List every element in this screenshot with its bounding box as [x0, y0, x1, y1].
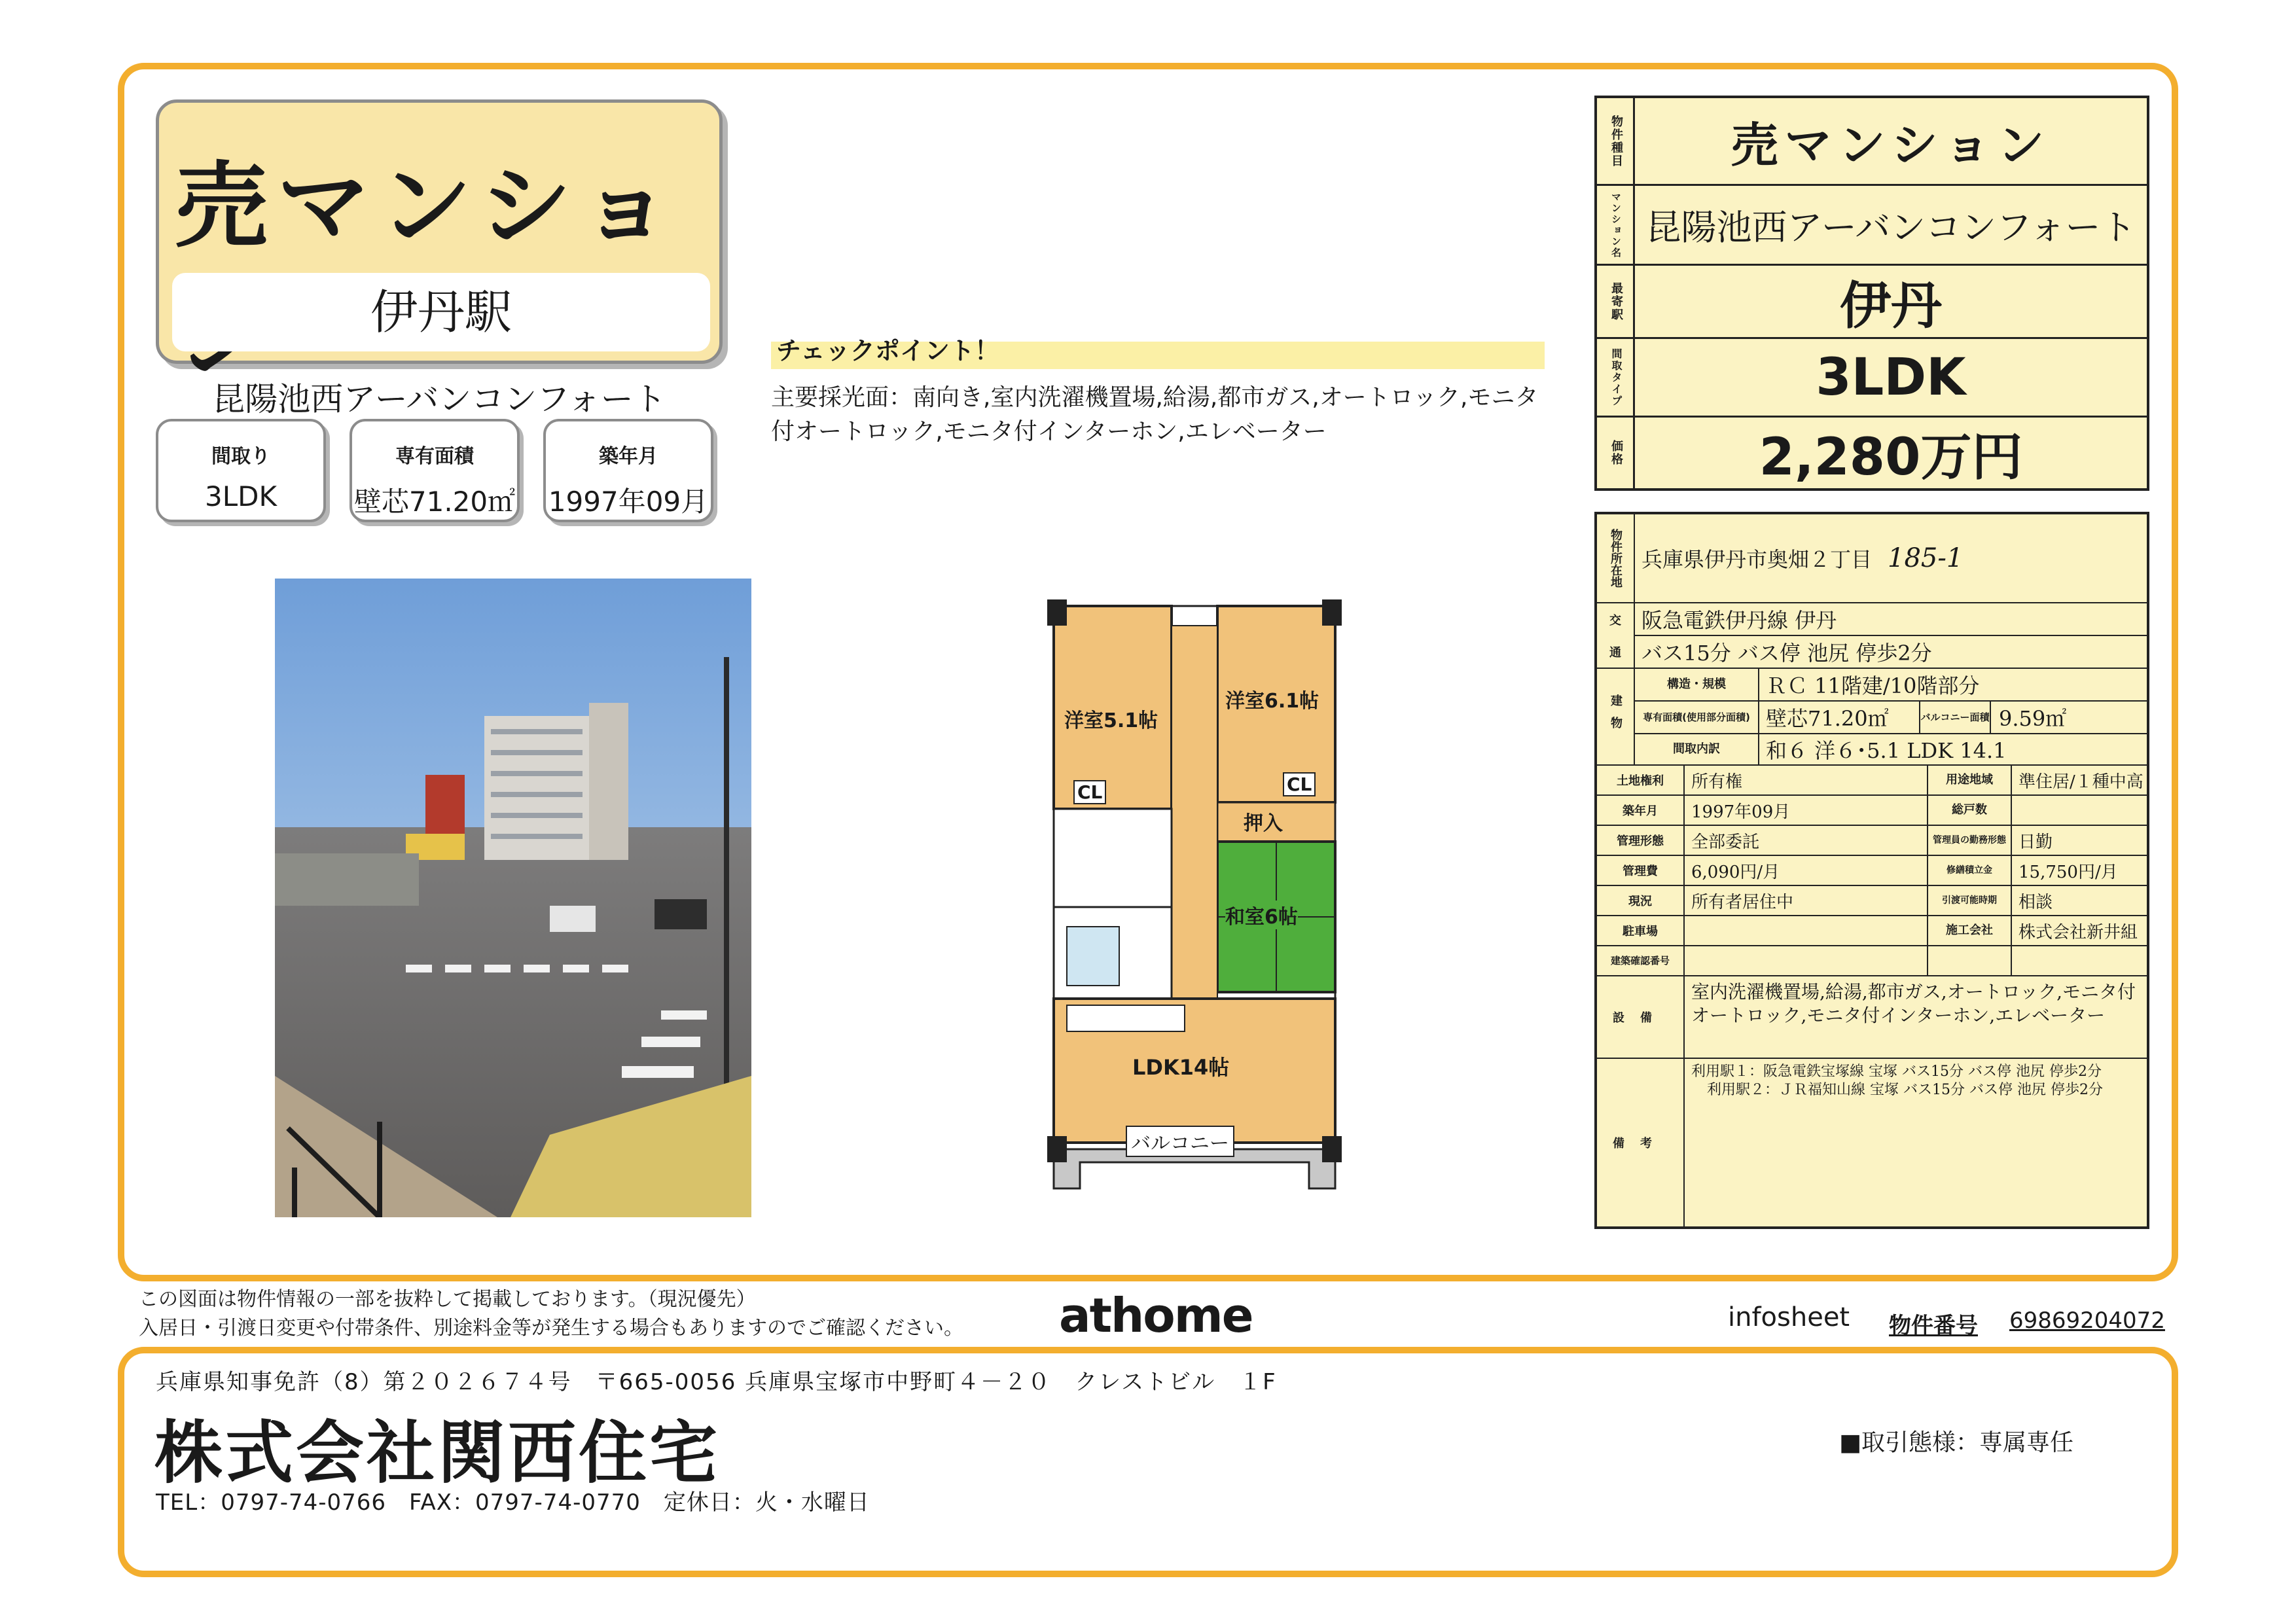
detail-head — [1597, 603, 1635, 668]
detail-grid-row — [1597, 856, 2147, 886]
grid-value: 全部委託 — [1691, 832, 1760, 852]
detail-row-remarks — [1597, 1059, 2147, 1226]
layout-value: 和６ 洋６･5.1 LDK 14.1 — [1766, 738, 2007, 763]
floor-plan — [1028, 586, 1355, 1208]
disclaimer — [139, 1285, 963, 1343]
detail-grid-row — [1597, 916, 2147, 946]
equipment-head: 設備 — [1597, 976, 1685, 1058]
station-label: 伊丹駅 — [172, 273, 710, 351]
detail-row-location — [1597, 514, 2147, 603]
checkpoint-text: 主要採光面：南向き,室内洗濯機置場,給湯,都市ガス,オートロック,モニタ付オートロック,モニタ付インターホン,エレベーター — [771, 384, 1539, 445]
grid-value: 所有者居住中 — [1691, 892, 1794, 912]
info-card-area — [350, 419, 520, 522]
property-name: 昆陽池西アーバンコンフォート — [212, 380, 666, 418]
structure-value: ＲＣ 11階建/10階部分 — [1766, 673, 1980, 698]
building-photo — [275, 579, 751, 1217]
grid-head: 修繕積立金 — [1927, 856, 2012, 885]
property-number-label: 物件番号 — [1889, 1313, 1978, 1339]
room-label-western-2: 洋室6.1帖 — [1225, 685, 1319, 713]
grid-head: 引渡可能時期 — [1927, 886, 2012, 915]
grid-value: 相談 — [2018, 892, 2053, 912]
layout-label: 間取内訳 — [1635, 734, 1759, 764]
grid-value: 所有権 — [1691, 772, 1743, 792]
property-type-title: 売マンショ — [175, 152, 681, 260]
structure-label: 構造・規模 — [1635, 669, 1759, 700]
grid-head: 建築確認番号 — [1597, 946, 1685, 975]
detail-grid-row — [1597, 826, 2147, 856]
info-card-layout — [156, 419, 326, 522]
info-card-built — [543, 419, 713, 522]
grid-value — [1685, 946, 1927, 975]
summary-value: 昆陽池西アーバンコンフォート — [1645, 207, 2136, 248]
grid-value: 6,090円/月 — [1691, 862, 1780, 882]
equipment-value: 室内洗濯機置場,給湯,都市ガス,オートロック,モニタ付オートロック,モニタ付インターホン,エレベーター — [1691, 981, 2136, 1026]
summary-value: 売マンション — [1731, 117, 2051, 173]
detail-grid-row — [1597, 766, 2147, 796]
remarks-line-2: 利用駅２：ＪＲ福知山線 宝塚 バス15分 バス停 池尻 停歩2分 — [1707, 1082, 2103, 1098]
info-card-value: 1997年09月 — [548, 486, 709, 518]
grid-head: 管理形態 — [1597, 826, 1685, 855]
room-label-closet: 押入 — [1244, 812, 1283, 835]
location-handwritten: 185-1 — [1888, 543, 1964, 573]
infosheet-label: infosheet — [1728, 1302, 1850, 1332]
property-number: 69869204072 — [2009, 1308, 2165, 1334]
detail-row-equipment — [1597, 976, 2147, 1059]
balcony-value: 9.59㎡ — [1999, 706, 2067, 731]
transport-head-1: 交 — [1609, 613, 1621, 628]
summary-value: 2,280万円 — [1759, 428, 2023, 487]
transport-line-2: バス15分 バス停 池尻 停歩2分 — [1641, 641, 1932, 666]
remarks-head: 備考 — [1597, 1059, 1685, 1226]
transaction-terms: ■取引態様：専属専任 — [1839, 1429, 2074, 1456]
remarks-value — [1691, 1063, 2143, 1099]
summary-head: 間取タイプ — [1597, 339, 1635, 416]
grid-head: 総戸数 — [1927, 796, 2012, 825]
detail-grid-row — [1597, 886, 2147, 916]
header-card — [156, 99, 723, 364]
contact-info: TEL：0797-74-0766 FAX：0797-74-0770 定休日：火・水曜日 — [156, 1489, 870, 1516]
grid-head: 管理費 — [1597, 856, 1685, 885]
grid-head: 現況 — [1597, 886, 1685, 915]
transport-head-2: 通 — [1609, 645, 1621, 660]
company-name: 株式会社関西住宅 — [154, 1413, 721, 1493]
room-label-cl-2: CL — [1283, 772, 1316, 796]
info-card-label: 間取り — [211, 445, 270, 468]
summary-row-type — [1597, 98, 2147, 186]
location-value — [1635, 514, 2147, 602]
grid-head: 駐車場 — [1597, 916, 1685, 945]
athome-logo: athome — [1059, 1288, 1253, 1343]
grid-value: 15,750円/月 — [2018, 862, 2118, 882]
info-card-label: 築年月 — [599, 445, 658, 468]
grid-head: 施工会社 — [1927, 916, 2012, 945]
detail-grid-row — [1597, 796, 2147, 826]
balcony-label: バルコニー面積 — [1919, 702, 1991, 733]
summary-head: 最寄駅 — [1597, 266, 1635, 337]
grid-value — [2012, 946, 2147, 975]
disclaimer-line-1: この図面は物件情報の一部を抜粋して掲載しております。（現況優先） — [139, 1288, 756, 1311]
grid-head: 築年月 — [1597, 796, 1685, 825]
grid-value: 日勤 — [2018, 832, 2053, 852]
disclaimer-line-2: 入居日・引渡日変更や付帯条件、別途料金等が発生する場合もありますのでご確認ください。 — [139, 1317, 963, 1340]
grid-value — [2012, 796, 2147, 825]
room-label-cl-1: CL — [1073, 780, 1106, 804]
detail-row-building — [1597, 669, 2147, 766]
room-label-balcony: バルコニー — [1126, 1126, 1234, 1157]
grid-head: 土地権利 — [1597, 766, 1685, 794]
grid-value: 株式会社新井組 — [2018, 922, 2138, 942]
location-text: 兵庫県伊丹市奥畑２丁目 — [1641, 547, 1873, 572]
info-card-value: 壁芯71.20㎡ — [353, 486, 516, 518]
transport-line-1: 阪急電鉄伊丹線 伊丹 — [1635, 603, 2147, 636]
summary-head: 価格 — [1597, 418, 1635, 488]
summary-row-layout — [1597, 339, 2147, 418]
summary-row-price — [1597, 418, 2147, 488]
grid-head: 管理員の勤務形態 — [1927, 826, 2012, 855]
grid-value: 準住居/１種中高 — [2018, 772, 2144, 792]
room-label-western-1: 洋室5.1帖 — [1064, 704, 1158, 733]
summary-value: 伊丹 — [1839, 276, 1942, 336]
summary-value: 3LDK — [1816, 348, 1966, 407]
summary-head: 物件種目 — [1597, 98, 1635, 184]
remarks-line-1: 利用駅１：阪急電鉄宝塚線 宝塚 バス15分 バス停 池尻 停歩2分 — [1691, 1063, 2102, 1080]
license-info: 兵庫県知事免許（8）第２０２６７４号 〒665-0056 兵庫県宝塚市中野町４－２０ クレストビル １F — [156, 1369, 1277, 1395]
detail-head: 建物 — [1597, 669, 1635, 764]
detail-head: 物件所在地 — [1597, 514, 1635, 602]
summary-row-station — [1597, 266, 2147, 339]
info-card-label: 専有面積 — [395, 445, 474, 468]
room-label-ldk: LDK14帖 — [1132, 1055, 1230, 1080]
detail-row-transport — [1597, 603, 2147, 669]
grid-value — [1685, 916, 1927, 945]
info-card-value: 3LDK — [204, 480, 277, 512]
area-label: 専有面積(使用部分面積) — [1635, 702, 1759, 733]
detail-table — [1594, 512, 2149, 1229]
grid-value: 1997年09月 — [1691, 802, 1791, 822]
checkpoint-title: チェックポイント！ — [771, 332, 1545, 369]
room-label-japanese: 和室6帖 — [1225, 901, 1298, 929]
summary-head: マンション名 — [1597, 186, 1635, 264]
grid-head — [1927, 946, 2012, 975]
detail-grid-row — [1597, 946, 2147, 976]
grid-head: 用途地域 — [1927, 766, 2012, 794]
summary-row-name — [1597, 186, 2147, 266]
summary-table — [1594, 96, 2149, 491]
area-value: 壁芯71.20㎡ — [1766, 706, 1889, 731]
